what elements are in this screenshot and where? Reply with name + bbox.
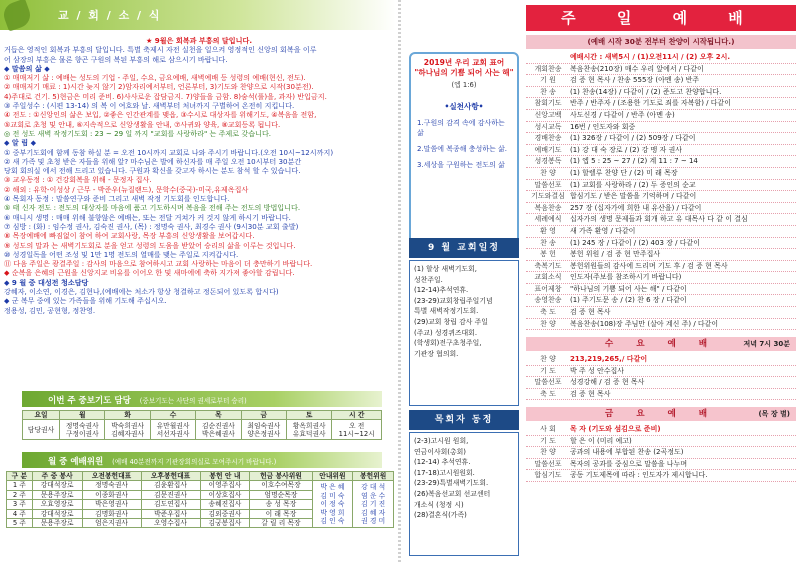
notice-line: ② 매매저기 매료 : 1)시간 늦지 않기 2)암자리예서부터, 언론부터, 3)기도와 찬양으로 시작(30분전). [4,82,314,92]
worship-table [6,471,394,528]
worship-cell: 5 주 [7,519,33,528]
schedule-item: (학생회)전구초청주일, [414,339,482,348]
schedule-item: 특별 새벽작정기도회. [414,307,479,316]
left-header [0,0,396,30]
order-label: 참회기도 [534,99,562,108]
notice-line: ③ 주일성수 : (시편 13-14) 의 복 이 여호와 날. 새벽부터 처녀까지 구별하여 온전히 지킵니다. [4,101,295,111]
intro-line: 어 삼장의 부흥은 물론 향곤 구원의 복된 부흥의 해로 삼으시기 바랍니다. [4,54,228,64]
order-label: 기 도 [540,366,556,375]
schedule-heading: 9 월 교회일정 [409,238,519,258]
practice-item: 1.구원의 감격 속에 감사하는 삶 [417,119,505,138]
order-label: 예배기도 [534,145,562,154]
header-title: 교 / 회 / 소 / 식 [58,9,162,22]
order-value: "하나님의 기쁨 되어 사는 해" / 다같이 [570,284,687,293]
order-value: 반주 / 반주자 / (조용한 기도로 죄를 자복함) / 다같이 [570,99,732,108]
order-value: (1) 326장 / 다같이 / (2) 509장 / 다같이 [570,134,696,143]
practice-item: 3.세상을 구원하는 전도의 삶 [417,161,505,170]
notice-line: ⑦ 심방 : (화) : 임수정 권사, 김숙진 권사, (목) : 정명숙 권사, 최경수 권사 (9시30분 교회 출발) [4,221,299,231]
order-row [526,307,796,319]
notice-line: ◆ 순복을 은혜의 근원을 신앙지교 비유를 이어오 한 및 새마에에 축하 지가져 좋아할 감립니다. [4,268,295,278]
prayer-header: 금 [241,411,286,420]
schedule-item: (29)교회 창립 감사 주일 [414,317,488,326]
motto-title: 2019년 우리 교회 표어 "하나님의 기쁨 되어 사는 해" [414,58,514,77]
notice-line: ◆ 군 복무 중에 있는 가족들을 위해 기도해 주십시오. [4,296,167,306]
schedule-item: (23-29)교회창립주일기념 [414,296,493,305]
motto-ref: (엡 1:6) [451,81,477,90]
pastor-item: (23-29)특별새벽기도회. [414,479,489,488]
notice-line: ⑥ 매니시 생명 : 매매 위해 불향않은 예배는, 또는 전달 거쳐가 커 것지 않게 하시기 바랍니다. [4,212,291,222]
prayer-table [22,410,382,440]
order-label: 개회찬송 [534,64,562,73]
order-row [526,226,796,238]
notice-line: ◆ 9 월 중 대성전 청소담당 [4,277,89,287]
order-value: (1) 강 대 숙 장로 / (2) 강 맹 자 권사 [570,145,683,154]
order-label: 신앙고백 [534,110,562,119]
order-label: 성경봉독 [534,157,562,166]
order-row [526,110,796,122]
order-label: 말씀선포 [534,378,562,387]
schedule-box [409,260,519,406]
order-row [526,64,796,76]
worship-cell: 정명숙권사 [82,481,141,490]
order-row [526,203,796,215]
order-row [526,238,796,250]
schedule-item: (12-14)추석연휴. [414,286,469,295]
order-label: 기도와결심 [531,192,565,201]
order-row [526,168,796,180]
order-label: 기 원 [540,76,556,85]
worship-cell: 이종화권사 [82,490,141,499]
order-row [526,191,796,203]
worship-cell: 이영주집사 [200,481,250,490]
prayer-cell: 박숙희권사 김혜자권사 [105,420,150,440]
order-label: 표어제창 [534,284,562,293]
wednesday-time: 저녁 7시 30분 [743,340,790,348]
sunday-title: 주 일 예 배 [526,5,796,31]
intro-heading: ★ 9월은 회복과 부흥의 달입니다. [145,36,253,45]
order-value: 박 주 성 안수집사 [570,366,625,375]
worship-band-subtitle: (예배 40분전까지 기관장회의실로 모여주시기 바랍니다.) [112,458,277,466]
order-row [526,156,796,168]
worship-header: 헌금 봉사위원 [250,472,312,481]
worship-cell: 오효영장로 [32,500,82,509]
schedule-item: 기관장 협의회. [414,349,459,358]
practice-item: 2.말씀에 복종해 충성하는 삶. [417,145,507,154]
notice-line: ⑨ 성도의 말과 는 새벽기도회로 분을 얻고 성령의 도움을 받았어 승리의 삶을 이루는 것입니다. [4,240,296,250]
prayer-header: 수 [150,411,195,420]
worship-cell: 갈 릴 리 목장 [250,519,312,528]
right-page [404,0,800,563]
prayer-cell: 황옥희권사 유효덕권사 [287,420,332,440]
order-row [526,261,796,273]
order-row [526,272,796,284]
order-label: 봉 헌 [540,250,556,259]
order-value: 공동 기도제목에 따라 : 인도자가 제시합니다. [570,471,708,480]
worship-cell: 박준우집사 [141,509,200,518]
worship-cell: 김문진권사 [141,490,200,499]
order-row [526,214,796,226]
notice-line: 당회 회의실 에서 전해 드리고 있습니다. 구원과 확신을 갖고자 하시는 분도 참석 할 수 있습니다. [4,166,301,176]
prayer-cell: 최임숙권사 양은정권사 [241,420,286,440]
worship-cell: 박은영권사 [82,500,141,509]
order-value: (1) 245 장 / 다같이 / (2) 403 장 / 다같이 [570,238,700,247]
order-row [526,447,796,459]
friday-subtitle: (목 장 별) [758,410,790,418]
order-label: 교회소식 [534,273,562,282]
notice-line: 4)주대로 건기. 5)현금은 미리 준비. 6)사사로운 잡담금지. 7)양들을 금함. 8)숨석(풀)을, 과자) 반입금지. [4,91,327,101]
order-row [526,133,796,145]
worship-cell: 이 래 목장 [250,509,312,518]
order-row [526,249,796,261]
order-value: 새 가족 환영 / 다같이 [570,226,636,235]
order-value: 검 증 현 목사 / 찬송 555장 (아멘 송) 반주 [570,76,700,85]
order-value: (1) 할렐루 찬양 단 / (2) 미 래 목장 [570,168,678,177]
order-label: 합심기도 [534,471,562,480]
order-row [526,319,796,331]
worship-header: 봉헌 안 내 [200,472,250,481]
worship-cell: 엄은지권사 [82,519,141,528]
worship-cell: 송 성 목장 [250,500,312,509]
prayer-header: 목 [196,411,241,420]
order-value: 검 증 현 목사 [570,308,611,317]
order-value: 16번 / 인도자와 회중 [570,122,636,131]
notice-line: ⑪ 다음 주일은 광결주일 : 감사의 마음으로 참여하시고 교회 사랑하는 마음이 더 충만하기 바랍니다. [4,259,313,269]
worship-header: 봉헌위원 [353,472,394,481]
notice-line: ⑧ 목장예배에 빠짐없이 참여 하여 교회사랑, 목장 부흥의 신앙생활을 보여갑시다. [4,231,255,241]
order-value: (1) 엡 5 : 25 ~ 27 / (2) 계 11 : 7 ~ 14 [570,157,698,166]
order-row [526,145,796,157]
order-value: 할 은 이 (미리 예고) [570,436,632,445]
intro-line: 거듭은 영적인 회복과 부흥의 달입니다. 특별 축제시 자전 실천을 일으켜 영정적인 신앙의 회복을 이루 [4,45,317,55]
sunday-subtitle: (예배 시작 30분 전부터 찬양이 시작됩니다.) [526,35,796,49]
order-row [526,295,796,307]
order-value: 사도신경 / 다같이 / 반주 (아멘 송) [570,110,675,119]
prayer-header: 요일 [23,411,60,420]
notice-line: ⑩ 성경일독을 어떤 조성 및 1만 1명 전도의 열매를 맺는 주일로 지켜갑시다. [4,249,239,259]
notice-line: ③ 교우동정 : ① 건강회복을 위해 - 문정자 집사. [4,175,152,185]
pastor-item: 연금이사회(총회) [414,447,466,456]
order-label: 찬 양 [540,168,556,177]
order-row [526,389,796,401]
worship-cell: 문용주장로 [32,490,82,499]
order-label: 찬 송 [540,238,556,247]
order-label: 찬 양 [540,448,556,457]
notice-line: ① 중부기도회에 함께 동참 하실 분 = 오전 10시까지 교회로 나와 주시기 바랍니다.(오전 10시~12시까지) [4,147,334,157]
order-row [526,284,796,296]
order-value: (1) 교회를 사랑하라 / (2) 두 증인의 순교 [570,180,696,189]
order-label: 성시교독 [534,122,562,131]
worship-cell: 4 주 [7,509,33,518]
order-value: 213,219,265,/ 다같이 [570,355,648,363]
order-row [526,354,796,366]
prayer-cell: 유만월권사 서선자권사 [150,420,195,440]
order-row [526,366,796,378]
order-label: 말씀선포 [534,459,562,468]
wednesday-order [526,354,796,400]
sunday-order [526,52,796,330]
prayer-cell: 오 전 11시~12시 [332,420,382,440]
worship-cell: 3 주 [7,500,33,509]
order-row [526,424,796,436]
order-label: 송영찬송 [534,296,562,305]
order-row [526,87,796,99]
order-label: 축복기도 [534,261,562,270]
prayer-cell: 정명숙권사 구정이권사 [60,420,105,440]
notice-line: ⑤교회로 초청 및 안내, ⑥지속적으로 신앙생활을 안내, ⑦사귀와 양육, ⑧교회등록 됩니다. [4,119,281,129]
notice-line: ④ 전도 : ①신앙인의 삶은 보입, ②좋은 인간관계를 맺읍, ③수시로 대상자를 위해기도, ④복음을 전함, [4,110,317,120]
order-label: 말씀선포 [534,180,562,189]
order-value: 공과의 내용에 부합된 찬송 (2곡정도) [570,448,684,457]
friday-title: 금 요 예 배 [604,409,718,419]
order-value: (1) 주기도문 송 / (2) 찬 6 장 / 다같이 [570,296,687,305]
order-value: 성경강해 / 검 증 현 목사 [570,378,645,387]
notice-line: ① 매매저기 삶 : 예배는 성도의 기업 - 주일, 수요, 금요예배, 새벽예배 등 성령의 예배(현신, 전도). [4,73,306,83]
order-value: (1) 찬송(14장) / 다같이 / (2) 준도고 찬양합니다. [570,87,722,96]
worship-cell: 이호수여목장 [250,481,312,490]
prayer-band-subtitle: (중보기도는 사단의 권세로부터 승리) [139,397,247,405]
notice-line: ④ 목회자 동정 : 말씀연구와 준비 그리고 새벽 작정 기도회를 인도합니다. [4,194,230,204]
worship-cell: 2 주 [7,490,33,499]
news-section [4,36,394,315]
order-row [526,122,796,134]
worship-band [22,452,382,468]
pastor-item: 개소식 (청정 시) [414,500,464,509]
worship-header: 오후봉헌대표 [141,472,200,481]
notice-line: ◎ 전 성도 새벽 작정기도회 : 23 ~ 29 일 까지 "교회를 사랑하라" 는 주제로 갖습니다. [4,128,272,138]
order-label: 기 도 [540,436,556,445]
order-label: 사 회 [540,425,556,433]
notice-line: ② 새 가족 및 초청 받은 자들을 위해 앞? 마수님은 발에 하신자를 매 주일 오전 10시부터 30분간 [4,156,302,166]
prayer-header: 토 [287,411,332,420]
friday-heading [526,407,796,421]
order-label: 찬 양 [540,319,556,328]
page-divider [398,0,401,563]
pastor-item: (12-14) 추석연휴. [414,458,471,467]
worship-cell: 김도연집사 [141,500,200,509]
order-value: 복음찬송(108)장 주님만 (살아 계신 주) / 다같이 [570,319,719,328]
order-label: 축 도 [540,308,556,317]
prayer-band [22,391,382,407]
friday-order [526,424,796,482]
worship-cell: 김외중권사 [200,509,250,518]
pastor-box [409,432,519,556]
order-row [526,436,796,448]
notice-line: ② 해외 : 유학-이성상 / 근무 - 박준우(뉴질랜드), 문학수(중국)-미국,유제옥집사 [4,184,249,194]
order-label: 복음찬송 [534,203,562,212]
notice-line: ◆ 알 림 ◆ [4,138,37,148]
order-row [526,75,796,87]
prayer-band-title: 이번 주 중보기도 담당 [48,396,131,406]
order-value: 검 증 현 목사 [570,389,611,398]
order-value: 257 장 (십자가에 희한 내 유산을) / 다같이 [570,203,702,212]
notice-line: 강혜자, 이소연, 이경은, 김현나,(예배에는 처소가 항상 청결하고 정돈되어 있도록 합시다) [4,287,279,297]
worship-cell: 문용주장로 [32,519,82,528]
schedule-item: (주교) 성경퀴즈대회. [414,328,478,337]
schedule-item: (1) 할상 새벽기도회, [414,265,477,273]
order-label: 찬 양 [540,355,556,363]
worship-cell: 1 주 [7,481,33,490]
pastor-item: (17-18)고시원원회. [414,468,475,477]
order-value: 인도자(주보를 참조하시기 바랍니다) [570,273,682,282]
practice-heading: •실천사항• [444,102,484,112]
pastor-item: (2-3)고시원 원회, [414,437,469,445]
wednesday-title: 수 요 예 배 [604,339,718,349]
order-label: 환 영 [540,226,556,235]
prayer-cell: 김순진권사 박은혜권사 [196,420,241,440]
worship-header: 구 분 [7,472,33,481]
order-value: 예배시간 : 새벽5시 / (1)오전11시 / (2) 오후 2시. [570,53,730,61]
order-row [526,98,796,110]
worship-header: 안내위원 [312,472,353,481]
usher-list: 박 은 혜 김 미 숙 이 정 숙 박 영 희 김 인 숙 [312,481,353,528]
order-value: 합심기도 / 받은 말씀을 기억하며 / 다같이 [570,192,697,201]
leaf-icon [0,0,33,32]
prayer-header: 월 [60,411,105,420]
order-value: 목 자 (기도와 섬김으로 준비) [570,425,661,433]
notice-line: ◆ 말씀의 삶 ◆ [4,63,50,73]
order-label: 세례예식 [534,215,562,224]
worship-header: 오전봉헌대표 [82,472,141,481]
worship-header: 주 중 봉사 [32,472,82,481]
notice-line: ⑤ 태 신자 전도 : 전도의 대상자를 마음에 품고 기도하시며 복음을 전해 주는 전도의 방법입니다. [4,203,301,213]
order-value: 복음찬송(210장) 매수 우리 앞에서 / 다같이 [570,64,704,73]
order-label: 경배찬송 [534,134,562,143]
order-value: 봉헌 위원 / 검 증 현 만주집사 [570,250,661,259]
pastor-heading: 목회자 동정 [409,410,519,430]
motto-box [409,52,519,258]
prayer-header: 화 [105,411,150,420]
worship-band-title: 월 중 예배위원 [48,457,104,467]
order-label [526,52,570,63]
order-value: 목자의 공과를 중심으로 말씀을 나누며 [570,459,688,468]
worship-cell: 엄명순목장 [250,490,312,499]
order-value: 십자가의 생명 문제들과 회개 하고 유 대목사 다 같 이 결심 [570,215,748,224]
wednesday-heading [526,337,796,351]
order-value: 봉헌위원들의 감사에 드리며 기도 후 / 검 증 현 목사 [570,261,728,270]
worship-cell: 김궁봉집사 [200,519,250,528]
order-label: 축 도 [540,389,556,398]
worship-cell: 이상호집사 [200,490,250,499]
order-label: 찬 송 [540,87,556,96]
order-row [526,470,796,482]
order-row [526,459,796,471]
notice-line: 정용성, 김민, 공현형, 정찬영. [4,305,96,315]
order-row [526,52,796,64]
pastor-item: (28)결혼식(가족) [414,511,467,520]
order-row [526,180,796,192]
worship-cell: 김윤환집사 [141,481,200,490]
pastor-item: (26)복음선교회 선교센터 [414,489,491,498]
worship-cell: 강대석장로 [32,481,82,490]
schedule-item: 성찬주일. [414,275,443,284]
offering-list: 강 대 석 염 운 수 김 기 진 김 혜 자 권 경 미 [353,481,394,528]
worship-cell: 송혜진집사 [200,500,250,509]
prayer-cell: 담당권사 [23,420,60,440]
left-page [0,0,396,563]
worship-cell: 오영수집사 [141,519,200,528]
order-row [526,377,796,389]
worship-cell: 강대석장로 [32,509,82,518]
worship-cell: 김명화권사 [82,509,141,518]
prayer-header: 시 간 [332,411,382,420]
